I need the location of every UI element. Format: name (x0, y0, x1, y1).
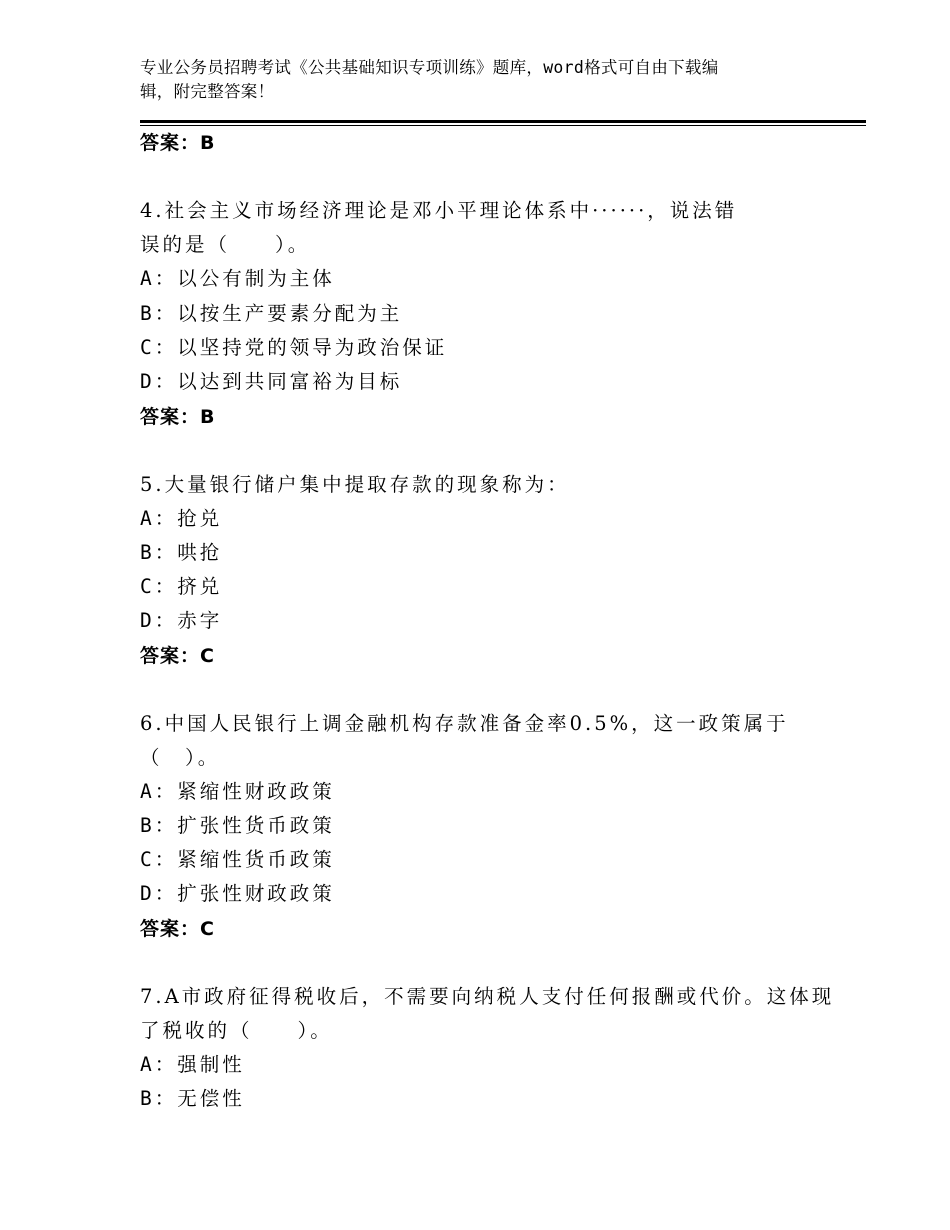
question-stem-line: 4.社会主义市场经济理论是邓小平理论体系中······，说法错 (140, 199, 738, 222)
question-stem-line: 误的是（ ）。 (140, 233, 311, 256)
option-d: D：赤字 (140, 609, 223, 632)
question-stem-line: 7.A市政府征得税收后，不需要向纳税人支付任何报酬或代价。这体现 (140, 985, 835, 1008)
answer-line (140, 916, 215, 942)
answer-prev (140, 130, 216, 156)
option-a: A：紧缩性财政政策 (140, 780, 335, 803)
header-line-1: 专业公务员招聘考试《公共基础知识专项训练》题库，word格式可自由下载编 (140, 58, 719, 77)
answer-label: 答案： (140, 645, 201, 667)
option-a: A：强制性 (140, 1053, 245, 1076)
question-stem-line: 5.大量银行储户集中提取存款的现象称为： (140, 473, 570, 496)
option-b: B：无偿性 (140, 1087, 245, 1110)
option-d: D：扩张性财政政策 (140, 882, 335, 905)
answer-label: 答案： (140, 918, 201, 940)
question-stem-line: 6.中国人民银行上调金融机构存款准备金率0.5%，这一政策属于 (140, 712, 789, 735)
option-d: D：以达到共同富裕为目标 (140, 370, 403, 393)
header-line-2: 辑，附完整答案！ (140, 82, 275, 101)
answer-value: C (200, 918, 215, 940)
answer-value: C (200, 645, 215, 667)
option-c: C：以坚持党的领导为政治保证 (140, 336, 448, 359)
option-a: A：抢兑 (140, 507, 223, 530)
answer-label: 答案： (140, 406, 201, 428)
option-c: C：紧缩性货币政策 (140, 848, 335, 871)
answer-value: B (200, 406, 216, 428)
question-stem-line: （ ）。 (140, 746, 221, 769)
answer-line (140, 643, 215, 669)
option-c: C：挤兑 (140, 575, 223, 598)
answer-line (140, 404, 216, 430)
option-a: A：以公有制为主体 (140, 267, 335, 290)
header-divider-thick (140, 120, 866, 123)
document-header (140, 56, 800, 104)
option-b: B：扩张性货币政策 (140, 814, 335, 837)
answer-value: B (200, 132, 216, 154)
header-divider-thin (140, 125, 866, 126)
question-stem-line: 了税收的（ ）。 (140, 1019, 333, 1042)
answer-label: 答案： (140, 132, 201, 154)
option-b: B：哄抢 (140, 541, 223, 564)
option-b: B：以按生产要素分配为主 (140, 302, 403, 325)
